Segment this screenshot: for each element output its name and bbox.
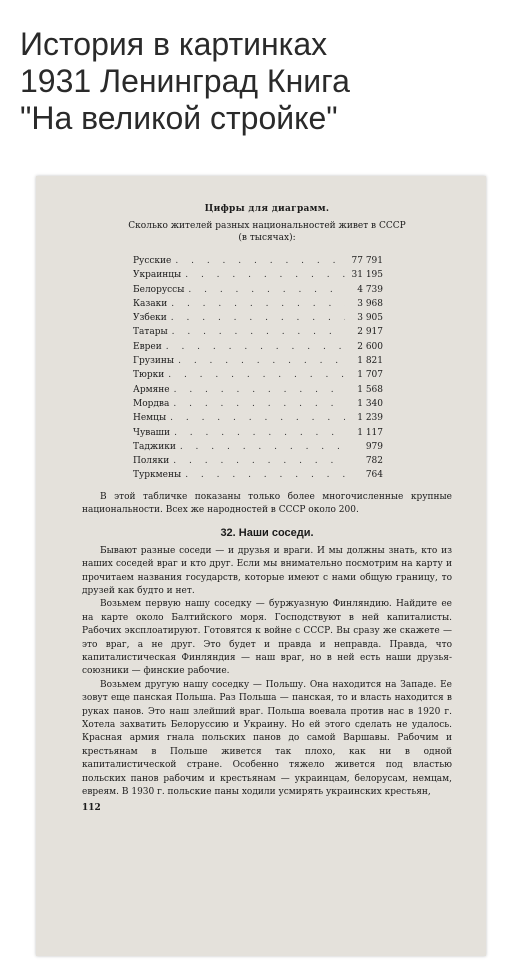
table-row: [133, 268, 383, 282]
table-subtitle: [82, 220, 452, 244]
dot-leader: [168, 368, 345, 382]
table-row: [133, 297, 383, 311]
nationality-name: Поляки: [133, 456, 170, 467]
population-value: 1 239: [357, 413, 383, 424]
dot-leader: [172, 325, 345, 339]
population-value: 31 195: [351, 270, 383, 281]
nationality-name: Армяне: [133, 384, 170, 395]
nationality-name: Грузины: [133, 356, 175, 367]
table-row: [133, 426, 383, 440]
population-value: 2 917: [357, 327, 383, 338]
post-caption: [20, 26, 490, 137]
paragraph: Возьмем другую нашу соседку — Польшу. Она находится на Западе. Ее зовут еще панская Польша. Раз Польша — панская, то и власть находится в руках панов. Это наш злейший враг. Польша воевала против нас в 1920 г. Хотела захватить Белоруссию и Украину. Но ей этого сделать не удалось. Красная армия гнала польских панов до самой Варшавы. Рабочим и крестьянам в Польше живется так плохо, как ни в одной капиталистической стране. Особенно тяжело живется под властью польских панов рабочим и крестьянам — украинцам, белорусам, немцам, евреям. В 1930 г. польские паны ходили усмирять украинских крестьян,: [82, 679, 452, 798]
population-value: 77 791: [351, 256, 383, 266]
table-row: [133, 440, 383, 454]
nationality-name: Таджики: [133, 441, 176, 452]
nationality-name: Узбеки: [133, 313, 167, 324]
caption-line-2: 1931 Ленинград Книга: [20, 63, 350, 99]
population-value: 1 340: [357, 398, 383, 409]
table-subtitle-line-1: Сколько жителей разных национальностей живет в СССР: [128, 221, 406, 231]
dot-leader: [178, 354, 345, 368]
dot-leader: [185, 468, 345, 482]
paragraph: Бывают разные соседи — и друзья и враги. И мы должны знать, кто из наших соседей враг и кто друг. Если мы внимательно посмотрим на карту и прочитаем названия государств, которые имеют с нами общую границу, то друзей как будто и нет.: [82, 545, 452, 596]
book-page-content: [82, 204, 452, 813]
dot-leader: [170, 411, 345, 425]
table-row: [133, 411, 383, 425]
table-row: [133, 383, 383, 397]
dot-leader: [173, 454, 345, 468]
nationality-name: Чуваши: [133, 427, 171, 438]
dot-leader: [171, 297, 345, 311]
population-value: 1 568: [357, 384, 383, 395]
nationality-name: Казаки: [133, 298, 168, 309]
section-title: 32. Наши соседи.: [220, 526, 314, 539]
table-row: [133, 354, 383, 368]
nationality-name: Евреи: [133, 341, 162, 352]
population-value: 979: [365, 441, 383, 452]
dot-leader: [166, 340, 345, 354]
population-value: 1 707: [357, 370, 383, 381]
nationality-name: Украинцы: [133, 270, 182, 281]
population-value: 3 968: [357, 298, 383, 309]
nationalities-table: [133, 254, 383, 483]
nationality-name: Тюрки: [133, 370, 165, 381]
book-page-scan: [36, 176, 486, 956]
nationality-name: Мордва: [133, 398, 170, 409]
dot-leader: [173, 397, 345, 411]
table-row: [133, 283, 383, 297]
population-value: 2 600: [357, 341, 383, 352]
nationality-name: Татары: [133, 327, 168, 338]
population-value: 1 117: [357, 427, 383, 438]
table-row: [133, 468, 383, 482]
nationality-name: Туркмены: [133, 470, 182, 481]
population-value: 4 739: [357, 284, 383, 295]
caption-line-3: "На великой стройке": [20, 100, 338, 136]
paragraph: Возьмем первую нашу соседку — буржуазную Финляндию. Найдите ее на карте около Балтийского моря. Господствуют в ней капиталисты. Рабочих эксплоатируют. Готовятся к войне с СССР. Вы сразу же скажете — это враг, а не друг. Это будет и правда и неправда. Правда, что капиталистическая Финляндия — наш враг, но в ней есть наши друзья-союзники — финские рабочие.: [82, 599, 452, 677]
table-subtitle-line-2: (в тысячах):: [238, 233, 296, 243]
table-heading: Цифры для диаграмм.: [204, 204, 330, 214]
population-value: 782: [365, 456, 383, 467]
dot-leader: [171, 311, 345, 325]
caption-line-1: История в картинках: [20, 26, 328, 62]
dot-leader: [174, 383, 345, 397]
table-note: В этой табличке показаны только более многочисленные крупные национальности. Всех же народностей в СССР около 200.: [82, 491, 452, 515]
page-number: 112: [82, 803, 101, 814]
dot-leader: [185, 268, 345, 282]
nationality-name: Белоруссы: [133, 284, 185, 295]
nationality-name: Немцы: [133, 413, 167, 424]
population-value: 1 821: [357, 356, 383, 367]
dot-leader: [180, 440, 345, 454]
table-row: [133, 340, 383, 354]
dot-leader: [175, 254, 345, 268]
table-row: [133, 368, 383, 382]
table-row: [133, 311, 383, 325]
nationality-name: Русские: [133, 256, 172, 266]
population-value: 3 905: [357, 313, 383, 324]
dot-leader: [174, 426, 345, 440]
section-body: [82, 545, 452, 800]
table-row: [133, 325, 383, 339]
population-value: 764: [365, 470, 383, 481]
dot-leader: [188, 283, 345, 297]
table-row: [133, 254, 383, 268]
table-row: [133, 454, 383, 468]
table-row: [133, 397, 383, 411]
